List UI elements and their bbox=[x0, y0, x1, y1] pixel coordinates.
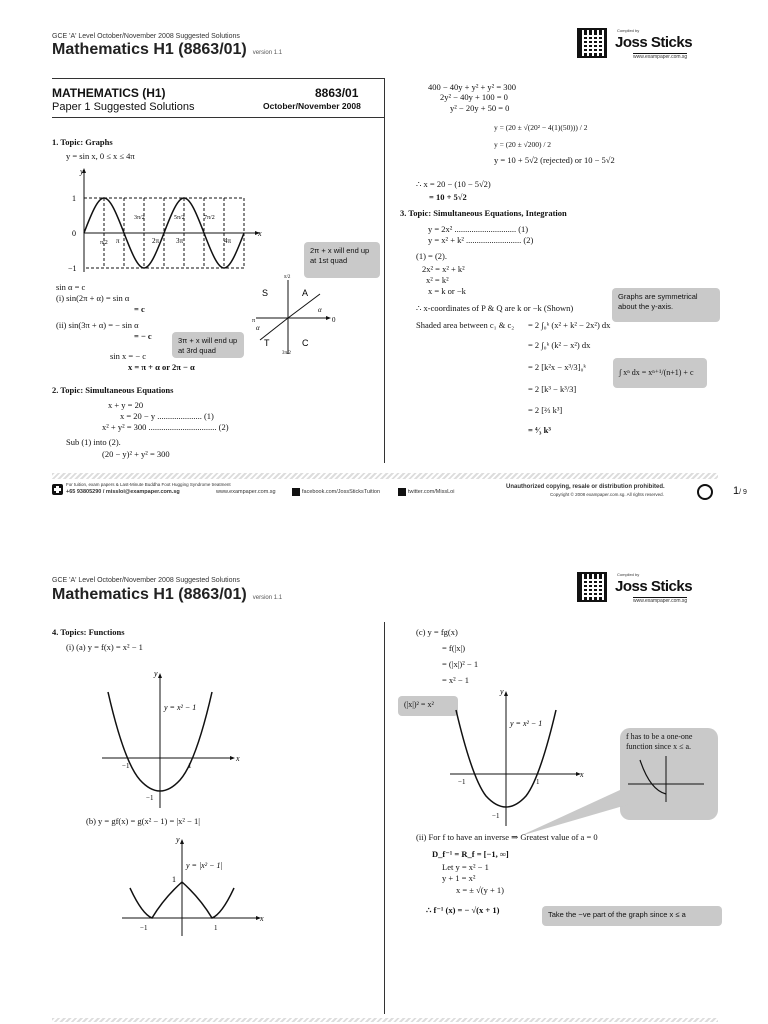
plus-icon bbox=[52, 484, 63, 495]
q4-part-ib: (b) y = gf(x) = g(x² − 1) = |x² − 1| bbox=[86, 816, 200, 826]
compiled-by-label-2: Compiled by bbox=[617, 572, 640, 577]
paper-subject: MATHEMATICS (H1) bbox=[52, 86, 166, 100]
tick-5pi-2: 5π/2 bbox=[174, 215, 185, 221]
graph-b-x: x bbox=[260, 914, 264, 923]
q2-heading: 2. Topic: Simultaneous Equations bbox=[52, 385, 174, 395]
graph-b-label: y = |x² − 1| bbox=[186, 861, 223, 870]
q3-line-2: 2x² = x² + k² bbox=[422, 264, 465, 274]
graph-b-peak: 1 bbox=[172, 875, 176, 884]
callout-one-one-text: f has to be a one-one function since x ≤ a. bbox=[626, 732, 693, 751]
q3-line-4: x = k or −k bbox=[428, 286, 466, 296]
q2-answer-1: ∴ x = 20 − (10 − 5√2) bbox=[416, 179, 491, 189]
header-subtitle: GCE 'A' Level October/November 2008 Suggested Solutions bbox=[52, 33, 240, 40]
q1-sinx-eq: sin x = − c bbox=[110, 351, 147, 361]
q4-inverse-5: ∴ f⁻¹ (x) = − √(x + 1) bbox=[426, 905, 500, 915]
stamp-icon bbox=[697, 484, 713, 500]
q1-part-i: (i) sin(2π + α) = sin α bbox=[56, 293, 130, 303]
footer-stripe bbox=[52, 473, 718, 479]
q4-graph-a bbox=[100, 670, 250, 810]
q4-part-c-1: (c) y = fg(x) bbox=[416, 627, 458, 637]
q3-area-3: = 2 [k²x − x³/3]₀ᵏ bbox=[528, 362, 587, 372]
tick-7pi-2: 7π/2 bbox=[204, 215, 215, 221]
graph-c-neg-one: −1 bbox=[458, 778, 466, 786]
tick-neg-one: −1 bbox=[68, 264, 77, 273]
axis-y-label: y bbox=[80, 167, 84, 176]
quad-bottom-label: 3π/2 bbox=[282, 351, 291, 356]
column-divider bbox=[384, 78, 385, 463]
column-divider-2 bbox=[384, 622, 385, 1014]
top-rule bbox=[52, 78, 384, 79]
q2-cont-3: y² − 20y + 50 = 0 bbox=[450, 103, 510, 113]
graph-c-x: x bbox=[580, 770, 584, 779]
tick-3pi-2: 3π/2 bbox=[134, 215, 145, 221]
graph-a-x: x bbox=[236, 754, 240, 763]
q3-area-5: = 2 [⅔ k³] bbox=[528, 405, 563, 415]
q2-eq-3: x² + y² = 300 ................................ (2) bbox=[102, 422, 229, 432]
tick-4pi: 4π bbox=[224, 237, 232, 245]
quadrant-diagram bbox=[252, 272, 344, 360]
quad-T: T bbox=[264, 338, 270, 348]
tick-pi-2: π/2 bbox=[100, 240, 108, 246]
q2-cont-1: 400 − 40y + y² + y² = 300 bbox=[428, 82, 517, 92]
q2-answer-2: = 10 + 5√2 bbox=[429, 192, 467, 202]
q3-area-2: = 2 ∫₀ᵏ (k² − x²) dx bbox=[528, 340, 591, 350]
graph-a-one: 1 bbox=[188, 762, 192, 770]
brand-logo-2: Joss Sticks bbox=[615, 578, 693, 595]
q4-inverse-1: D_f⁻¹ = R_f = [−1, ∞] bbox=[432, 849, 509, 859]
axis-x-label: x bbox=[258, 229, 262, 238]
header-subtitle-2: GCE 'A' Level October/November 2008 Suggested Solutions bbox=[52, 577, 240, 584]
q1-part-ii-answer: = − c bbox=[134, 331, 152, 341]
q4-inverse-4: x = ± √(y + 1) bbox=[456, 885, 504, 895]
q2-quad-2: y = (20 ± √200) / 2 bbox=[494, 140, 552, 149]
q3-area-1: = 2 ∫₀ᵏ (x² + k² − 2x²) dx bbox=[528, 320, 611, 330]
quad-C: C bbox=[302, 338, 309, 348]
graph-a-y: y bbox=[154, 670, 158, 678]
q2-eq-2: x = 20 − y ..................... (1) bbox=[120, 411, 214, 421]
footer-warning: Unauthorized copying, resale or distribution prohibited. bbox=[506, 484, 665, 490]
twitter-icon bbox=[398, 488, 406, 496]
facebook-icon bbox=[292, 488, 300, 496]
quad-top-label: π/2 bbox=[284, 275, 291, 280]
footer-stripe-2 bbox=[52, 1018, 718, 1022]
q1-x-solution: x = π + α or 2π − α bbox=[128, 362, 195, 372]
q3-area-6: = ⁴⁄₃ k³ bbox=[528, 425, 551, 435]
paper-title: Paper 1 Suggested Solutions bbox=[52, 101, 195, 113]
tick-pi: π bbox=[116, 237, 120, 245]
q4-part-ia: (i) (a) y = f(x) = x² − 1 bbox=[66, 642, 143, 652]
graph-b-y: y bbox=[176, 836, 180, 844]
graph-c-one: 1 bbox=[536, 778, 540, 786]
callout-abs: (|x|)² = x² bbox=[398, 696, 458, 716]
q1-sin-alpha: sin α = c bbox=[56, 282, 86, 292]
header-title: Mathematics H1 (8863/01) version 1.1 bbox=[52, 41, 283, 58]
graph-a-label: y = x² − 1 bbox=[164, 703, 197, 712]
graph-c-y: y bbox=[500, 688, 504, 696]
q4-inverse-2: Let y = x² − 1 bbox=[442, 862, 489, 872]
q2-eq-1: x + y = 20 bbox=[108, 400, 144, 410]
q2-subeq: (20 − y)² + y² = 300 bbox=[102, 449, 170, 459]
footer-facebook: facebook.com/JossSticksTuition bbox=[302, 489, 381, 495]
callout-symmetrical: Graphs are symmetrical about the y-axis. bbox=[612, 288, 720, 322]
tick-zero: 0 bbox=[72, 229, 76, 238]
q4-part-c-4: = x² − 1 bbox=[442, 675, 470, 685]
q4-part-c-2: = f(|x|) bbox=[442, 643, 466, 653]
q1-part-ii: (ii) sin(3π + α) = − sin α bbox=[56, 320, 139, 330]
tick-3pi: 3π bbox=[176, 237, 184, 245]
title-rule bbox=[52, 117, 384, 118]
q1-part-i-answer: = c bbox=[134, 304, 145, 314]
quad-left-label: π bbox=[252, 318, 256, 324]
quad-S: S bbox=[262, 288, 269, 298]
quad-A: A bbox=[302, 288, 309, 298]
footer-copyright: Copyright © 2008 exampaper.com.sg. All rights reserved. bbox=[550, 492, 664, 497]
header-title-2: Mathematics H1 (8863/01) version 1.1 bbox=[52, 586, 283, 603]
quad-alpha-1: α bbox=[318, 306, 322, 314]
q4-part-ii: (ii) For f to have an inverse ⇒ Greatest value of a = 0 bbox=[416, 832, 598, 842]
q4-part-c-3: = (|x|)² − 1 bbox=[442, 659, 479, 669]
q3-line-3: x² = k² bbox=[426, 275, 449, 285]
q2-quad-3: y = 10 + 5√2 (rejected) or 10 − 5√2 bbox=[494, 155, 615, 165]
q4-heading: 4. Topics: Functions bbox=[52, 627, 125, 637]
graph-c-min: −1 bbox=[492, 812, 500, 820]
q4-inverse-3: y + 1 = x² bbox=[442, 873, 476, 883]
brand-url: www.exampaper.com.sg bbox=[633, 54, 688, 60]
q1-heading: 1. Topic: Graphs bbox=[52, 137, 113, 147]
q3-shown: ∴ x-coordinates of P & Q are k or −k (Shown) bbox=[416, 303, 574, 313]
q3-area-4: = 2 [k³ − k³/3] bbox=[528, 384, 577, 394]
qr-code-icon-2 bbox=[577, 572, 607, 602]
graph-b-neg-one: −1 bbox=[140, 924, 148, 932]
compiled-by-label: Compiled by bbox=[617, 28, 640, 33]
tick-one: 1 bbox=[72, 194, 76, 203]
graph-a-min: −1 bbox=[146, 794, 154, 802]
tick-2pi: 2π bbox=[152, 237, 160, 245]
callout-1st-quad: 2π + x will end up at 1st quad bbox=[304, 242, 380, 278]
q2-quad-1: y = (20 ± √(20² − 4(1)(50))) / 2 bbox=[494, 123, 588, 132]
graph-a-neg-one: −1 bbox=[122, 762, 130, 770]
callout-integral: ∫ xⁿ dx = xⁿ⁺¹/(n+1) + c bbox=[613, 358, 707, 388]
mini-graph-icon bbox=[626, 754, 706, 804]
callout-take-negative: Take the −ve part of the graph since x ≤ a bbox=[542, 906, 722, 926]
q3-heading: 3. Topic: Simultaneous Equations, Integration bbox=[400, 208, 567, 218]
q1-given: y = sin x, 0 ≤ x ≤ 4π bbox=[66, 151, 135, 161]
quad-alpha-2: α bbox=[256, 324, 260, 332]
q1-sine-graph bbox=[62, 164, 272, 274]
footer-website: www.exampaper.com.sg bbox=[216, 489, 276, 495]
paper-date: October/November 2008 bbox=[263, 101, 361, 111]
brand-logo: Joss Sticks bbox=[615, 34, 693, 51]
footer-twitter: twitter.com/MissLoi bbox=[408, 489, 455, 495]
q3-area-label: Shaded area between c₁ & c₂ bbox=[416, 320, 515, 330]
page-number: 1/ 9 bbox=[733, 485, 747, 497]
callout-one-one bbox=[620, 728, 718, 820]
q4-graph-b bbox=[118, 836, 268, 938]
q3-eq-2: y = x² + k² .......................... (2) bbox=[428, 235, 534, 245]
qr-code-icon bbox=[577, 28, 607, 58]
callout-3rd-quad: 3π + x will end up at 3rd quad bbox=[172, 332, 244, 358]
q2-sub: Sub (1) into (2). bbox=[66, 437, 121, 447]
brand-url-2: www.exampaper.com.sg bbox=[633, 598, 688, 604]
paper-code: 8863/01 bbox=[315, 86, 359, 100]
q3-line-1: (1) = (2). bbox=[416, 251, 447, 261]
q3-eq-1: y = 2x² ............................. (1) bbox=[428, 224, 529, 234]
q2-cont-2: 2y² − 40y + 100 = 0 bbox=[440, 92, 508, 102]
footer-line1: For tuition, exam papers & Last-Minute Buddha Foot Hugging Syndrome treatment bbox=[66, 482, 231, 487]
quad-right-label: 0 bbox=[332, 316, 336, 324]
graph-c-label: y = x² − 1 bbox=[510, 719, 543, 728]
graph-b-one: 1 bbox=[214, 924, 218, 932]
footer-contact: +65 93805290 / missloi@exampaper.com.sg bbox=[66, 489, 180, 495]
